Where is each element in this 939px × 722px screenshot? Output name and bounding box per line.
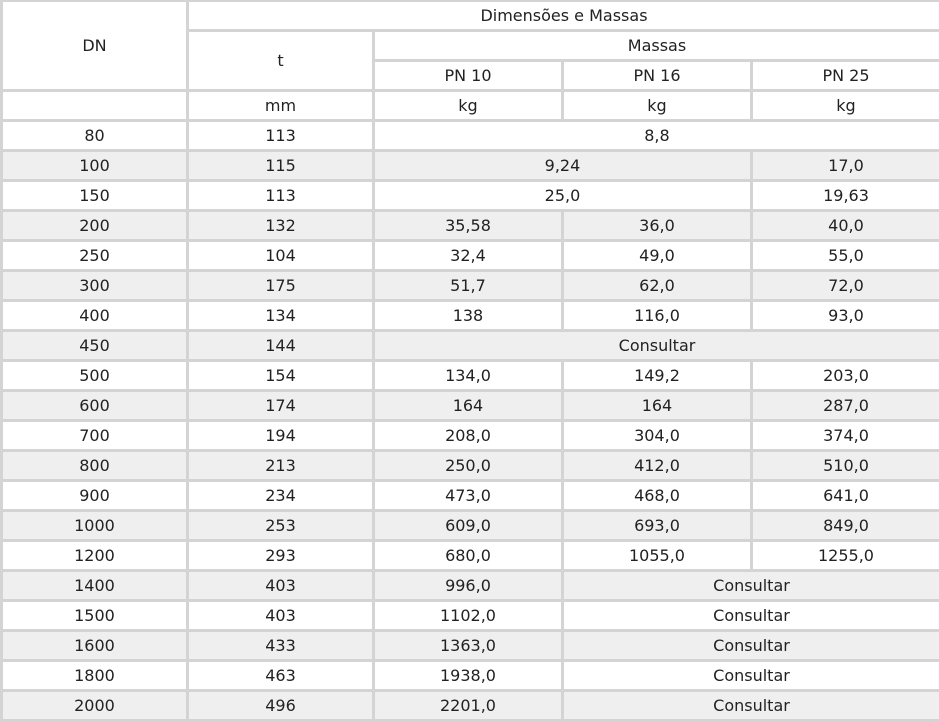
t-cell: 234 bbox=[189, 482, 372, 509]
mass-cell: 93,0 bbox=[753, 302, 939, 329]
table-row bbox=[3, 512, 939, 539]
pn16-unit: kg bbox=[564, 92, 750, 119]
mass-cell: 25,0 bbox=[375, 182, 750, 209]
dn-cell: 450 bbox=[3, 332, 186, 359]
mass-cell: 473,0 bbox=[375, 482, 561, 509]
dn-cell: 1600 bbox=[3, 632, 186, 659]
mass-cell: 1055,0 bbox=[564, 542, 750, 569]
table-row bbox=[3, 152, 939, 179]
mass-cell: 468,0 bbox=[564, 482, 750, 509]
table-row bbox=[3, 362, 939, 389]
dn-cell: 1000 bbox=[3, 512, 186, 539]
mass-cell: 1102,0 bbox=[375, 602, 561, 629]
mass-cell: 35,58 bbox=[375, 212, 561, 239]
table-row bbox=[3, 572, 939, 599]
mass-cell: 996,0 bbox=[375, 572, 561, 599]
table-row bbox=[3, 632, 939, 659]
t-cell: 104 bbox=[189, 242, 372, 269]
mass-cell: Consultar bbox=[564, 602, 939, 629]
dn-cell: 100 bbox=[3, 152, 186, 179]
mass-cell: 287,0 bbox=[753, 392, 939, 419]
t-cell: 293 bbox=[189, 542, 372, 569]
dn-cell: 1800 bbox=[3, 662, 186, 689]
t-cell: 433 bbox=[189, 632, 372, 659]
t-cell: 403 bbox=[189, 602, 372, 629]
mass-cell: 304,0 bbox=[564, 422, 750, 449]
t-cell: 113 bbox=[189, 182, 372, 209]
dn-cell: 1500 bbox=[3, 602, 186, 629]
mass-cell: 32,4 bbox=[375, 242, 561, 269]
t-header: t bbox=[189, 32, 372, 89]
mass-cell: 40,0 bbox=[753, 212, 939, 239]
table-row bbox=[3, 602, 939, 629]
dn-unit-cell bbox=[3, 92, 186, 119]
t-cell: 154 bbox=[189, 362, 372, 389]
mass-cell: 164 bbox=[375, 392, 561, 419]
mass-cell: Consultar bbox=[564, 572, 939, 599]
table-row bbox=[3, 692, 939, 719]
group-title: Dimensões e Massas bbox=[189, 2, 939, 29]
mass-cell: 1255,0 bbox=[753, 542, 939, 569]
t-unit: mm bbox=[189, 92, 372, 119]
mass-cell: 510,0 bbox=[753, 452, 939, 479]
masses-header: Massas bbox=[375, 32, 939, 59]
mass-cell: 49,0 bbox=[564, 242, 750, 269]
mass-cell: 203,0 bbox=[753, 362, 939, 389]
mass-cell: 138 bbox=[375, 302, 561, 329]
pn25-unit: kg bbox=[753, 92, 939, 119]
dn-cell: 1200 bbox=[3, 542, 186, 569]
pn25-header: PN 25 bbox=[753, 62, 939, 89]
table-row bbox=[3, 452, 939, 479]
mass-cell: 17,0 bbox=[753, 152, 939, 179]
mass-cell: 2201,0 bbox=[375, 692, 561, 719]
mass-cell: 36,0 bbox=[564, 212, 750, 239]
mass-cell: 374,0 bbox=[753, 422, 939, 449]
t-cell: 253 bbox=[189, 512, 372, 539]
mass-cell: 62,0 bbox=[564, 272, 750, 299]
mass-cell: 9,24 bbox=[375, 152, 750, 179]
mass-cell: Consultar bbox=[564, 632, 939, 659]
table-row bbox=[3, 662, 939, 689]
t-cell: 134 bbox=[189, 302, 372, 329]
mass-cell: 116,0 bbox=[564, 302, 750, 329]
mass-cell: 134,0 bbox=[375, 362, 561, 389]
table-row bbox=[3, 272, 939, 299]
table-row bbox=[3, 182, 939, 209]
dn-header: DN bbox=[3, 2, 186, 89]
mass-cell: 412,0 bbox=[564, 452, 750, 479]
dn-cell: 700 bbox=[3, 422, 186, 449]
mass-cell: 72,0 bbox=[753, 272, 939, 299]
mass-cell: Consultar bbox=[564, 692, 939, 719]
table-row bbox=[3, 392, 939, 419]
table-row bbox=[3, 482, 939, 509]
table-row bbox=[3, 332, 939, 359]
mass-cell: 609,0 bbox=[375, 512, 561, 539]
table-row bbox=[3, 212, 939, 239]
units-row bbox=[3, 92, 939, 119]
mass-cell: 19,63 bbox=[753, 182, 939, 209]
dn-cell: 1400 bbox=[3, 572, 186, 599]
mass-cell: 149,2 bbox=[564, 362, 750, 389]
dn-cell: 2000 bbox=[3, 692, 186, 719]
t-cell: 174 bbox=[189, 392, 372, 419]
table-row bbox=[3, 302, 939, 329]
dn-cell: 500 bbox=[3, 362, 186, 389]
mass-cell: 1938,0 bbox=[375, 662, 561, 689]
mass-cell: 55,0 bbox=[753, 242, 939, 269]
mass-cell: 208,0 bbox=[375, 422, 561, 449]
t-cell: 144 bbox=[189, 332, 372, 359]
header-row-1 bbox=[3, 2, 939, 29]
mass-cell: 8,8 bbox=[375, 122, 939, 149]
dn-cell: 900 bbox=[3, 482, 186, 509]
dn-cell: 600 bbox=[3, 392, 186, 419]
dn-cell: 200 bbox=[3, 212, 186, 239]
t-cell: 213 bbox=[189, 452, 372, 479]
table-row bbox=[3, 122, 939, 149]
mass-cell: 641,0 bbox=[753, 482, 939, 509]
dn-cell: 250 bbox=[3, 242, 186, 269]
mass-cell: 250,0 bbox=[375, 452, 561, 479]
table-row bbox=[3, 242, 939, 269]
dn-cell: 300 bbox=[3, 272, 186, 299]
dn-cell: 80 bbox=[3, 122, 186, 149]
mass-cell: Consultar bbox=[375, 332, 939, 359]
mass-cell: Consultar bbox=[564, 662, 939, 689]
table-row bbox=[3, 542, 939, 569]
dn-cell: 800 bbox=[3, 452, 186, 479]
t-cell: 496 bbox=[189, 692, 372, 719]
pn10-header: PN 10 bbox=[375, 62, 561, 89]
t-cell: 463 bbox=[189, 662, 372, 689]
t-cell: 194 bbox=[189, 422, 372, 449]
mass-cell: 693,0 bbox=[564, 512, 750, 539]
mass-cell: 51,7 bbox=[375, 272, 561, 299]
dn-cell: 150 bbox=[3, 182, 186, 209]
dn-cell: 400 bbox=[3, 302, 186, 329]
t-cell: 403 bbox=[189, 572, 372, 599]
table-row bbox=[3, 422, 939, 449]
mass-cell: 849,0 bbox=[753, 512, 939, 539]
t-cell: 132 bbox=[189, 212, 372, 239]
mass-cell: 680,0 bbox=[375, 542, 561, 569]
mass-cell: 164 bbox=[564, 392, 750, 419]
t-cell: 113 bbox=[189, 122, 372, 149]
t-cell: 175 bbox=[189, 272, 372, 299]
pn16-header: PN 16 bbox=[564, 62, 750, 89]
pn10-unit: kg bbox=[375, 92, 561, 119]
mass-cell: 1363,0 bbox=[375, 632, 561, 659]
t-cell: 115 bbox=[189, 152, 372, 179]
